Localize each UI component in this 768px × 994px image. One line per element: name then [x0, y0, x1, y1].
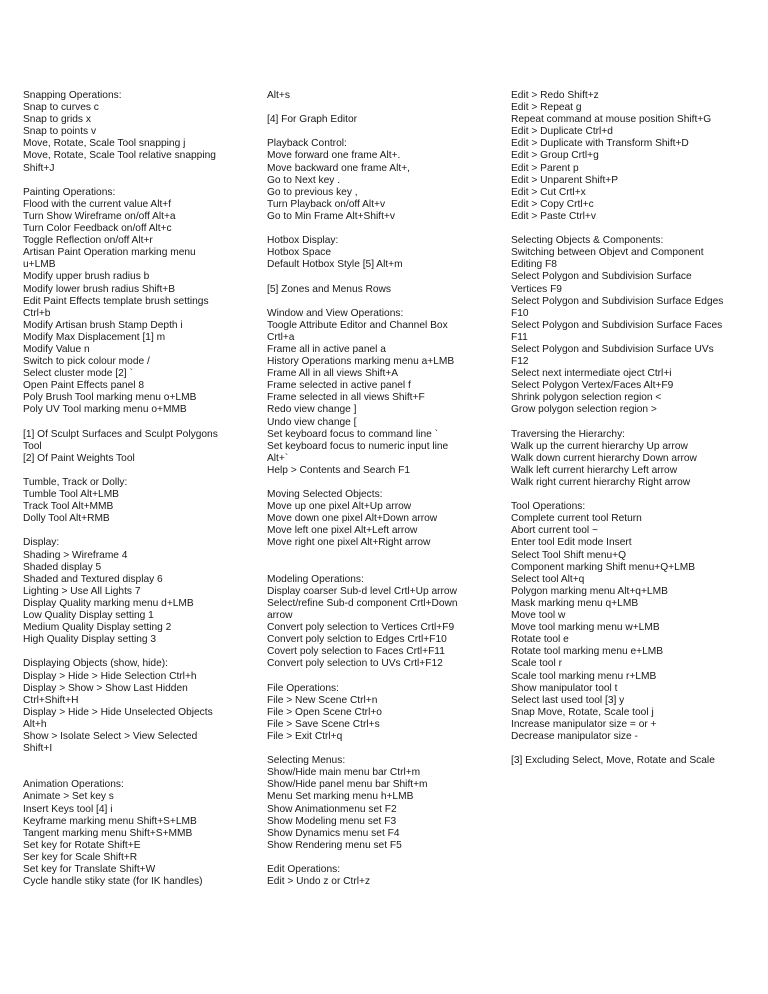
shortcut-line: Edit > Copy Crtl+c [511, 198, 594, 210]
shortcut-line: Move down one pixel Alt+Down arrow [267, 513, 438, 525]
shortcut-line: Frame all in active panel a [267, 343, 386, 355]
shortcut-line: Keyframe marking menu Shift+S+LMB [23, 815, 197, 827]
shortcut-line: Moving Selected Objects: [267, 489, 383, 501]
shortcut-line: Show/Hide panel menu bar Shift+m [267, 779, 428, 791]
shortcut-line: Selecting Menus: [267, 755, 346, 767]
shortcut-line: Component marking Shift menu+Q+LMB [511, 561, 696, 573]
section [267, 308, 499, 477]
shortcut-line: Tool [23, 440, 42, 452]
shortcut-line: Edit > Redo Shift+z [511, 90, 599, 101]
shortcut-line: Edit > Duplicate Ctrl+d [511, 126, 613, 138]
shortcut-line: Hotbox Space [267, 247, 331, 259]
shortcut-line: Ctrl+b [23, 307, 51, 319]
shortcut-line: Open Paint Effects panel 8 [23, 380, 145, 392]
shortcut-line: Medium Quality Display setting 2 [23, 622, 172, 634]
shortcut-line: [4] For Graph Editor [267, 114, 358, 126]
shortcut-line: File > Exit Ctrl+q [267, 730, 343, 742]
shortcut-line: Select tool Alt+q [511, 573, 585, 585]
shortcut-line: Show/Hide main menu bar Ctrl+m [267, 767, 421, 779]
shortcut-line: Snap Move, Rotate, Scale tool j [511, 706, 654, 718]
shortcut-line: Edit Paint Effects template brush settings [23, 295, 209, 307]
shortcut-line: u+LMB [23, 259, 56, 271]
shortcut-line: Select cluster mode [2] ` [23, 368, 133, 380]
section [23, 90, 255, 175]
shortcut-line: Complete current tool Return [511, 513, 642, 525]
shortcut-line: Select last used tool [3] y [511, 694, 625, 706]
shortcut-line: Turn Playback on/off Alt+v [267, 198, 386, 210]
shortcut-line: [2] Of Paint Weights Tool [23, 452, 135, 464]
shortcut-line: F12 [511, 356, 529, 368]
shortcut-line: Tool Operations: [511, 501, 586, 513]
shortcut-line: Redo view change ] [267, 404, 357, 416]
shortcut-line: Modify upper brush radius b [23, 271, 150, 283]
shortcut-line: Increase manipulator size = or + [511, 718, 657, 730]
shortcut-line: Abort current tool ~ [511, 525, 598, 537]
shortcut-line: Move backward one frame Alt+, [267, 162, 410, 174]
shortcut-line: Display > Hide > Hide Selection Ctrl+h [23, 670, 197, 682]
shortcut-line: Insert Keys tool [4] i [23, 803, 113, 815]
shortcut-line: Convert poly selection to Vertices Crtl+F9 [267, 622, 455, 634]
section [267, 114, 499, 126]
section [511, 501, 757, 743]
shortcut-line: Alt+h [23, 718, 47, 730]
shortcut-line: Modify lower brush radius Shift+B [23, 283, 176, 295]
shortcut-line: Select Polygon and Subdivision Surface [511, 271, 692, 283]
column-3 [511, 90, 757, 779]
shortcut-line: Grow polygon selection region > [511, 404, 657, 416]
shortcut-line: Select Polygon Vertex/Faces Alt+F9 [511, 380, 674, 392]
shortcut-line: File > Save Scene Ctrl+s [267, 718, 380, 730]
shortcut-line: Default Hotbox Style [5] Alt+m [267, 259, 403, 271]
shortcut-line: Select/refine Sub-d component Crtl+Down [267, 597, 458, 609]
shortcut-line: Rotate tool e [511, 634, 569, 646]
shortcut-line: Turn Show Wireframe on/off Alt+a [23, 210, 176, 222]
shortcut-line: Convert poly selection to UVs Crtl+F12 [267, 658, 443, 670]
shortcut-line: Covert poly selection to Faces Crtl+F11 [267, 646, 445, 658]
shortcut-line: F11 [511, 331, 528, 343]
column-1 [23, 90, 255, 900]
shortcut-line: Show Animationmenu set F2 [267, 803, 397, 815]
section [511, 90, 757, 223]
shortcut-line: Dolly Tool Alt+RMB [23, 513, 110, 525]
shortcut-line: Animation Operations: [23, 779, 124, 791]
shortcut-line: Polygon marking menu Alt+q+LMB [511, 585, 668, 597]
shortcut-line: Select Polygon and Subdivision Surface Faces [511, 319, 723, 331]
section [23, 537, 255, 646]
shortcut-line: Move up one pixel Alt+Up arrow [267, 501, 412, 513]
shortcut-line: Edit > Parent p [511, 162, 579, 174]
shortcut-line: Display > Show > Show Last Hidden [23, 682, 188, 694]
shortcut-line: [5] Zones and Menus Rows [267, 283, 392, 295]
shortcut-line: Select Polygon and Subdivision Surface Edges [511, 295, 724, 307]
shortcut-line: File > Open Scene Ctrl+o [267, 706, 382, 718]
section [267, 235, 499, 271]
column-2 [267, 90, 499, 900]
shortcut-line: Edit > Cut Crtl+x [511, 186, 586, 198]
shortcut-line: Crtl+a [267, 331, 295, 343]
shortcut-line: Set keyboard focus to numeric input line [267, 440, 449, 452]
shortcut-line: Edit > Group Crtl+g [511, 150, 599, 162]
shortcut-line: Modify Artisan brush Stamp Depth i [23, 319, 183, 331]
section [511, 755, 757, 767]
shortcut-line: History Operations marking menu a+LMB [267, 356, 455, 368]
shortcut-line: Set key for Translate Shift+W [23, 864, 156, 875]
shortcut-line: Ser key for Scale Shift+R [23, 851, 138, 863]
shortcut-line: Displaying Objects (show, hide): [23, 658, 168, 670]
shortcut-line: Shift+I [23, 743, 53, 755]
shortcut-line: Toggle Reflection on/off Alt+r [23, 235, 153, 247]
shortcut-line: Set key for Rotate Shift+E [23, 839, 141, 851]
shortcut-line: Show manipulator tool t [511, 682, 618, 694]
section [23, 187, 255, 417]
shortcut-line: Convert poly selction to Edges Crtl+F10 [267, 634, 447, 646]
shortcut-line: Window and View Operations: [267, 307, 404, 319]
shortcut-line: Go to Next key . [267, 174, 341, 186]
shortcut-line: Switching between Objevt and Component [511, 247, 704, 259]
section [267, 864, 499, 888]
shortcut-line: Artisan Paint Operation marking menu [23, 247, 196, 259]
shortcut-line: Rotate tool marking menu e+LMB [511, 646, 664, 658]
shortcut-line: Snap to curves c [23, 102, 99, 114]
shortcut-line: Show Rendering menu set F5 [267, 839, 402, 851]
shortcut-line: Selecting Objects & Components: [511, 235, 664, 247]
shortcut-line: Edit > Paste Ctrl+v [511, 210, 596, 222]
shortcut-line: Ctrl+Shift+H [23, 694, 79, 706]
shortcut-line: Go to previous key , [267, 186, 358, 198]
shortcut-line: Tangent marking menu Shift+S+MMB [23, 827, 193, 839]
shortcut-line: File Operations: [267, 682, 339, 694]
shortcut-line: Move left one pixel Alt+Left arrow [267, 525, 418, 537]
shortcut-line: Display > Hide > Hide Unselected Objects [23, 706, 213, 718]
shortcut-line: High Quality Display setting 3 [23, 634, 157, 646]
shortcut-line: Modify Value n [23, 343, 90, 355]
shortcut-line: Show > Isolate Select > View Selected [23, 730, 198, 742]
shortcut-line: Undo view change [ [267, 416, 357, 428]
shortcut-line: Painting Operations: [23, 186, 116, 198]
shortcut-line: Move right one pixel Alt+Right arrow [267, 537, 431, 549]
shortcut-line: Walk left current hierarchy Left arrow [511, 464, 678, 476]
shortcut-line: Alt+s [267, 90, 290, 101]
shortcut-line: Show Modeling menu set F3 [267, 815, 397, 827]
shortcut-line: Modeling Operations: [267, 573, 364, 585]
shortcut-line: Enter tool Edit mode Insert [511, 537, 632, 549]
shortcut-line: Turn Color Feedback on/off Alt+c [23, 223, 172, 235]
shortcut-line: Tumble, Track or Dolly: [23, 477, 128, 488]
shortcut-line: Tumble Tool Alt+LMB [23, 489, 119, 501]
shortcut-line: Modify Max Displacement [1] m [23, 331, 166, 343]
shortcut-line: Frame selected in all views Shift+F [267, 392, 425, 404]
shortcut-line: Edit > Duplicate with Transform Shift+D [511, 138, 689, 150]
section [267, 755, 499, 852]
shortcut-line: Poly UV Tool marking menu o+MMB [23, 404, 187, 416]
shortcut-line: Cycle handle stiky state (for IK handles) [23, 876, 203, 888]
shortcut-line: Switch to pick colour mode / [23, 356, 150, 368]
shortcut-line: Move tool w [511, 610, 566, 622]
shortcut-line: Edit Operations: [267, 864, 341, 875]
shortcut-line: Edit > Repeat g [511, 102, 582, 114]
shortcut-line: Toogle Attribute Editor and Channel Box [267, 319, 448, 331]
shortcut-line: Scale tool r [511, 658, 562, 670]
section [23, 658, 255, 755]
shortcut-line: Move forward one frame Alt+. [267, 150, 401, 162]
shortcut-line: Walk up the current hierarchy Up arrow [511, 440, 688, 452]
shortcut-line: Snap to grids x [23, 114, 91, 126]
shortcut-line: Walk down current hierarchy Down arrow [511, 452, 697, 464]
shortcut-line: Display: [23, 537, 60, 549]
shortcut-line: Playback Control: [267, 138, 347, 150]
shortcut-line: Shift+J [23, 162, 55, 174]
shortcut-line: Show Dynamics menu set F4 [267, 827, 400, 839]
shortcut-line: Help > Contents and Search F1 [267, 464, 410, 476]
shortcut-line: Scale tool marking menu r+LMB [511, 670, 657, 682]
shortcut-line: Vertices F9 [511, 283, 562, 295]
shortcut-line: Move tool marking menu w+LMB [511, 622, 660, 634]
section [267, 284, 499, 296]
shortcut-line: Edit > Unparent Shift+P [511, 174, 619, 186]
section [267, 489, 499, 549]
shortcut-line: Editing F8 [511, 259, 557, 271]
section [23, 429, 255, 465]
shortcut-line: Go to Min Frame Alt+Shift+v [267, 210, 395, 222]
shortcut-line: Poly Brush Tool marking menu o+LMB [23, 392, 197, 404]
shortcut-line: F10 [511, 307, 529, 319]
shortcut-line: Frame All in all views Shift+A [267, 368, 399, 380]
shortcut-line: Walk right current hierarchy Right arrow [511, 477, 691, 488]
shortcut-line: Shrink polygon selection region < [511, 392, 662, 404]
shortcut-line: Flood with the current value Alt+f [23, 198, 172, 210]
shortcut-line: Low Quality Display setting 1 [23, 610, 154, 622]
shortcut-line: Shaded display 5 [23, 561, 102, 573]
section [267, 90, 499, 102]
shortcut-line: Move, Rotate, Scale Tool relative snapping [23, 150, 216, 162]
shortcut-line: Decrease manipulator size - [511, 730, 638, 742]
shortcut-line: Edit > Undo z or Ctrl+z [267, 876, 371, 888]
shortcut-line: Animate > Set key s [23, 791, 114, 803]
shortcut-line: Menu Set marking menu h+LMB [267, 791, 414, 803]
shortcut-line: Traversing the Hierarchy: [511, 428, 625, 440]
shortcut-line: arrow [267, 610, 293, 622]
shortcut-line: Alt+` [267, 452, 289, 464]
section [267, 138, 499, 223]
section [511, 235, 757, 416]
shortcut-line: File > New Scene Ctrl+n [267, 694, 378, 706]
section [23, 477, 255, 525]
shortcut-line: Snap to points v [23, 126, 97, 138]
section [23, 779, 255, 888]
shortcut-line: Move, Rotate, Scale Tool snapping j [23, 138, 186, 150]
section [511, 429, 757, 489]
shortcut-line: Display coarser Sub-d level Crtl+Up arrow [267, 585, 457, 597]
shortcut-line: Select Polygon and Subdivision Surface UVs [511, 343, 714, 355]
shortcut-line: Select Tool Shift menu+Q [511, 549, 627, 561]
shortcut-line: Display Quality marking menu d+LMB [23, 597, 194, 609]
shortcut-line: [3] Excluding Select, Move, Rotate and Scale [511, 755, 715, 767]
shortcut-line: Select next intermediate oject Ctrl+i [511, 368, 672, 380]
shortcut-line: Shading > Wireframe 4 [23, 549, 128, 561]
shortcut-line: Frame selected in active panel f [267, 380, 411, 392]
shortcut-line: Track Tool Alt+MMB [23, 501, 114, 513]
shortcut-line: Repeat command at mouse position Shift+G [511, 114, 712, 126]
section [267, 683, 499, 743]
shortcut-line: [1] Of Sculpt Surfaces and Sculpt Polygons [23, 428, 218, 440]
shortcut-line: Snapping Operations: [23, 90, 122, 101]
section [267, 574, 499, 671]
shortcut-line: Shaded and Textured display 6 [23, 573, 163, 585]
shortcut-line: Set keyboard focus to command line ` [267, 428, 439, 440]
shortcut-line: Mask marking menu q+LMB [511, 597, 639, 609]
shortcut-line: Lighting > Use All Lights 7 [23, 585, 141, 597]
shortcut-line: Hotbox Display: [267, 235, 339, 247]
